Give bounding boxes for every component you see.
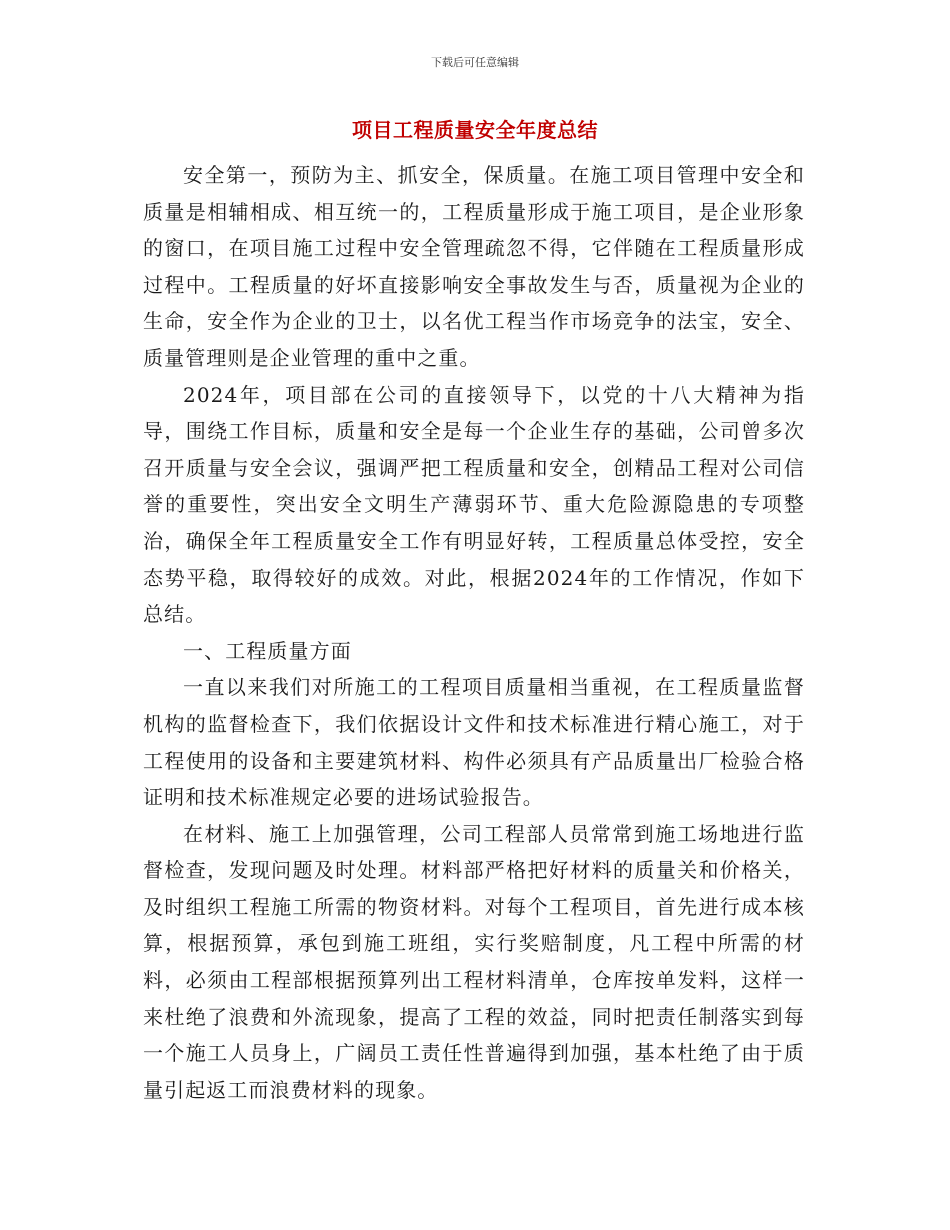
paragraph-intro: 安全第一，预防为主、抓安全，保质量。在施工项目管理中安全和质量是相辅相成、相互统一的，工程质量形成于施工项目，是企业形象的窗口，在项目施工过程中安全管理疏忽不得，它伴随在工程质量形成过程中。工程质量的好坏直接影响安全事故发生与否，质量视为企业的生命，安全作为企业的卫士，以名优工程当作市场竞争的法宝，安全、质量管理则是企业管理的重中之重。: [143, 163, 805, 370]
paragraph-quality-supervision: 一直以来我们对所施工的工程项目质量相当重视，在工程质量监督机构的监督检查下，我们依据设计文件和技术标准进行精心施工，对于工程使用的设备和主要建筑材料、构件必须具有产品质量出厂检验合格证明和技术标准规定必要的进场试验报告。: [143, 675, 805, 810]
paragraph-material-management: 在材料、施工上加强管理，公司工程部人员常常到施工场地进行监督检查，发现问题及时处理。材料部严格把好材料的质量关和价格关，及时组织工程施工所需的物资材料。对每个工程项目，首先进行成本核算，根据预算，承包到施工班组，实行奖赔制度，凡工程中所需的材料，必须由工程部根据预算列出工程材料清单，仓库按单发料，这样一来杜绝了浪费和外流现象，提高了工程的效益，同时把责任制落实到每一个施工人员身上，广阔员工责任性普遍得到加强，基本杜绝了由于质量引起返工而浪费材料的现象。: [143, 821, 805, 1102]
paragraph-2024-summary: 2024年，项目部在公司的直接领导下，以党的十八大精神为指导，围绕工作目标，质量和安全是每一个企业生存的基础，公司曾多次召开质量与安全会议，强调严把工程质量和安全，创精品工程对公司信誉的重要性，突出安全文明生产薄弱环节、重大危险源隐患的专项整治，确保全年工程质量安全工作有明显好转，工程质量总体受控，安全态势平稳，取得较好的成效。对此，根据2024年的工作情况，作如下总结。: [143, 382, 805, 627]
page-header-note: 下载后可任意编辑: [431, 56, 519, 69]
document-body: [143, 157, 805, 1108]
document-title: 项目工程质量安全年度总结: [352, 118, 598, 142]
section-heading-quality: 一、工程质量方面: [183, 638, 352, 663]
